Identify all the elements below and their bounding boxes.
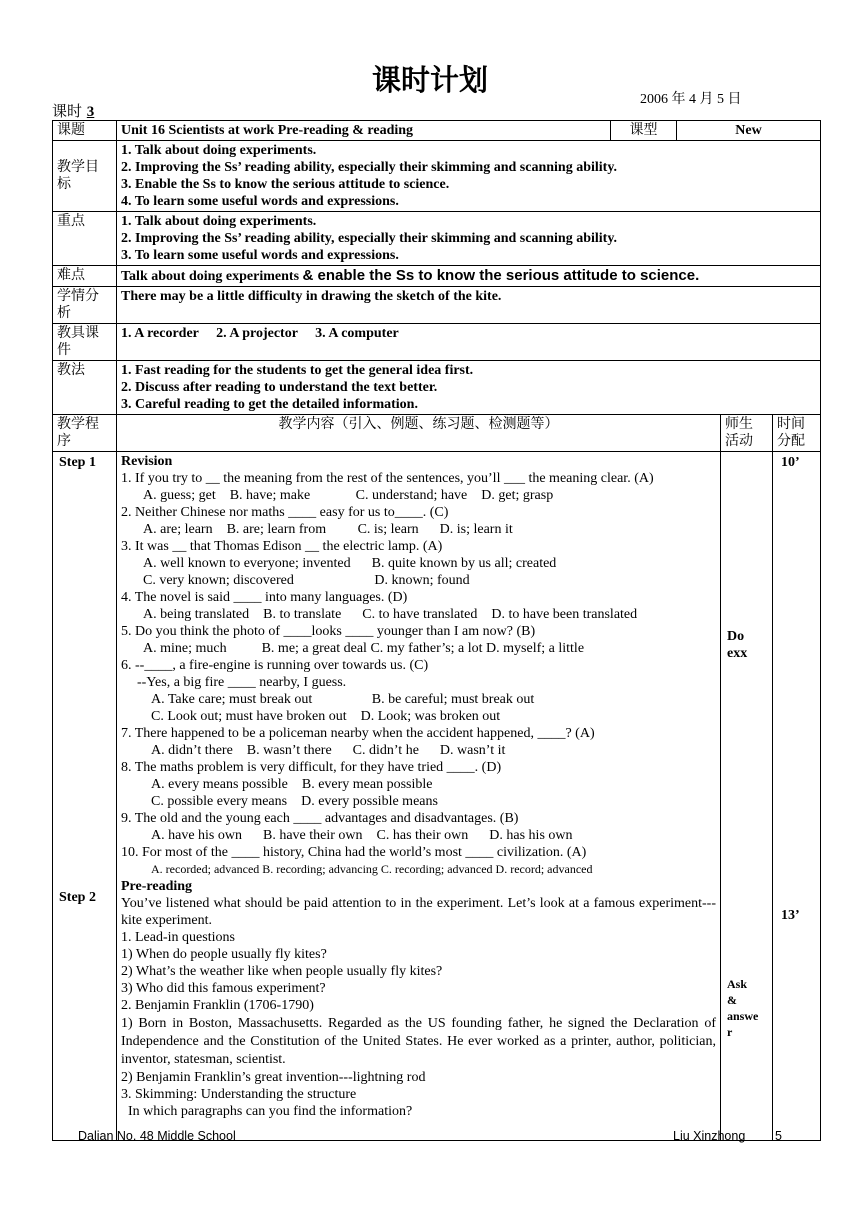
question-line: 9. The old and the young each ____ advantages and disadvantages. (B) [121, 811, 519, 826]
option-line: A. every means possible B. every mean possible [151, 777, 433, 792]
procedure-content [117, 452, 721, 1141]
footer-page-number: 5 [775, 1129, 782, 1143]
analysis-row [53, 287, 821, 324]
procedure-body-row [53, 452, 821, 1141]
type-label: 课型 [611, 121, 677, 141]
question-line: 8. The maths problem is very difficult, for they have tried ____. (D) [121, 760, 502, 775]
option-line: C. possible every means D. every possible means [151, 794, 438, 809]
aids-label: 教具课件 [53, 324, 117, 361]
step2-line: 2) Benjamin Franklin’s great invention---lightning rod [121, 1070, 426, 1085]
step2-activity-3: answe [727, 1009, 759, 1023]
question-line: 1. If you try to __ the meaning from the rest of the sentences, you’ll ___ the meaning clear. (A) [121, 471, 654, 486]
lesson-number-value: 3 [86, 104, 95, 120]
key-points-content [117, 212, 821, 266]
option-line: A. didn’t there B. wasn’t there C. didn’t he D. wasn’t it [151, 743, 506, 758]
goals-row [53, 141, 821, 212]
activity-header-1: 师生 [725, 416, 753, 432]
key-points-label: 重点 [53, 212, 117, 266]
methods-row [53, 361, 821, 415]
procedure-col-step: 教学程序 [53, 415, 117, 452]
option-line: A. Take care; must break out B. be careful; must break out [151, 692, 535, 707]
step2-line: 3. Skimming: Understanding the structure [121, 1087, 357, 1102]
option-line: C. Look out; must have broken out D. Look; was broken out [151, 709, 501, 724]
step2-line: 2) What’s the weather like when people usually fly kites? [121, 964, 443, 979]
aids-content: 1. A recorder 2. A projector 3. A computer [117, 324, 821, 361]
option-line: A. recorded; advanced B. recording; advancing C. recording; advanced D. record; advanced [151, 862, 593, 876]
option-line: A. well known to everyone; invented B. quite known by us all; created [143, 556, 557, 571]
lesson-date: 2006 年 4 月 5 日 [640, 92, 742, 107]
page-title: 课时计划 [371, 63, 488, 97]
step2-line: In which paragraphs can you find the information? [121, 1104, 413, 1119]
methods-content [117, 361, 821, 415]
time-column [773, 452, 821, 1141]
analysis-content: There may be a little difficulty in drawing the sketch of the kite. [117, 287, 821, 324]
step2-activity-1: Ask [727, 977, 748, 991]
procedure-col-content: 教学内容（引入、例题、练习题、检测题等） [117, 415, 721, 452]
step1-activity-2: exx [727, 646, 748, 661]
step2-line: 1) When do people usually fly kites? [121, 947, 327, 962]
topic-row [53, 121, 821, 141]
lesson-label: 课时 [52, 102, 83, 120]
activity-column [721, 452, 773, 1141]
procedure-col-time [773, 415, 821, 452]
difficulty-label: 难点 [53, 266, 117, 287]
question-line: 2. Neither Chinese nor maths ____ easy for us to____. (C) [121, 505, 449, 520]
key-point-item: 2. Improving the Ss’ reading ability, especially their skimming and scanning ability. [121, 231, 618, 246]
step1-label: Step 1 [59, 455, 96, 470]
key-point-item: 1. Talk about doing experiments. [121, 214, 317, 229]
option-line: A. being translated B. to translate C. to have translated D. to have been translated [143, 607, 638, 622]
question-line: --Yes, a big fire ____ nearby, I guess. [137, 675, 347, 690]
difficulty-row [53, 266, 821, 287]
method-item: 3. Careful reading to get the detailed information. [121, 397, 418, 412]
goals-label: 教学目标 [53, 141, 117, 212]
procedure-header-row [53, 415, 821, 452]
option-line: A. are; learn B. are; learn from C. is; learn D. is; learn it [143, 522, 513, 537]
goal-item: 1. Talk about doing experiments. [121, 143, 317, 158]
step2-activity [727, 976, 758, 1040]
question-line: 7. There happened to be a policeman nearby when the accident happened, ____? (A) [121, 726, 595, 741]
question-line: 3. It was __ that Thomas Edison __ the electric lamp. (A) [121, 539, 443, 554]
question-line: 4. The novel is said ____ into many languages. (D) [121, 590, 408, 605]
key-points-row [53, 212, 821, 266]
topic-value: Unit 16 Scientists at work Pre-reading & reading [117, 121, 611, 141]
methods-label: 教法 [53, 361, 117, 415]
aids-row [53, 324, 821, 361]
question-line: 10. For most of the ____ history, China had the world’s most ____ civilization. (A) [121, 845, 587, 860]
difficulty-text-b: & enable the Ss to know the serious attitude to science. [302, 267, 700, 284]
goals-content [117, 141, 821, 212]
topic-label: 课题 [53, 121, 117, 141]
step1-heading: Revision [121, 454, 173, 469]
goal-item: 3. Enable the Ss to know the serious attitude to science. [121, 177, 450, 192]
step1-time: 10’ [781, 455, 800, 470]
type-value: New [677, 121, 821, 141]
step2-heading: Pre-reading [121, 879, 193, 894]
lesson-plan-table [52, 120, 821, 1141]
option-line: A. mine; much B. me; a great deal C. my father’s; a lot D. myself; a little [143, 641, 585, 656]
question-line: 5. Do you think the photo of ____looks ____ younger than I am now? (B) [121, 624, 536, 639]
step2-line: 2. Benjamin Franklin (1706-1790) [121, 998, 314, 1013]
analysis-label: 学情分析 [53, 287, 117, 324]
step2-label: Step 2 [59, 890, 96, 905]
option-line: A. have his own B. have their own C. has their own D. has his own [151, 828, 573, 843]
step2-activity-2: & [727, 993, 737, 1007]
step-column [53, 452, 117, 1141]
difficulty-text-a: Talk about doing experiments [121, 269, 303, 284]
franklin-bio: 1) Born in Boston, Massachusetts. Regarded as the US founding father, he signed the Declaration of Independence and the Constitution of the United States. He ever worked as a printer, author, politician, inventor, statesman, scientist. [121, 1016, 716, 1067]
time-header-2: 分配 [777, 433, 805, 449]
step1-activity-1: Do [727, 629, 745, 644]
method-item: 1. Fast reading for the students to get the general idea first. [121, 363, 474, 378]
time-header-1: 时间 [777, 416, 805, 432]
difficulty-content [117, 266, 821, 287]
key-point-item: 3. To learn some useful words and expressions. [121, 248, 399, 263]
lesson-number [52, 100, 94, 121]
step2-line: 3) Who did this famous experiment? [121, 981, 326, 996]
step2-time: 13’ [781, 908, 800, 923]
activity-header-2: 活动 [725, 433, 753, 449]
method-item: 2. Discuss after reading to understand the text better. [121, 380, 438, 395]
step2-activity-4: r [727, 1025, 733, 1039]
step2-line: 1. Lead-in questions [121, 930, 235, 945]
question-line: 6. --____, a fire-engine is running over towards us. (C) [121, 658, 429, 673]
goal-item: 4. To learn some useful words and expressions. [121, 194, 399, 209]
footer-author: Liu Xinzhong [673, 1129, 746, 1143]
procedure-col-activity [721, 415, 773, 452]
footer-school: Dalian No. 48 Middle School [78, 1129, 236, 1143]
option-line: C. very known; discovered D. known; found [143, 573, 470, 588]
goal-item: 2. Improving the Ss’ reading ability, especially their skimming and scanning ability. [121, 160, 618, 175]
step2-intro: You’ve listened what should be paid attention to in the experiment. Let’s look at a famous experiment---kite experiment. [121, 896, 716, 928]
option-line: A. guess; get B. have; make C. understand; have D. get; grasp [143, 488, 554, 503]
